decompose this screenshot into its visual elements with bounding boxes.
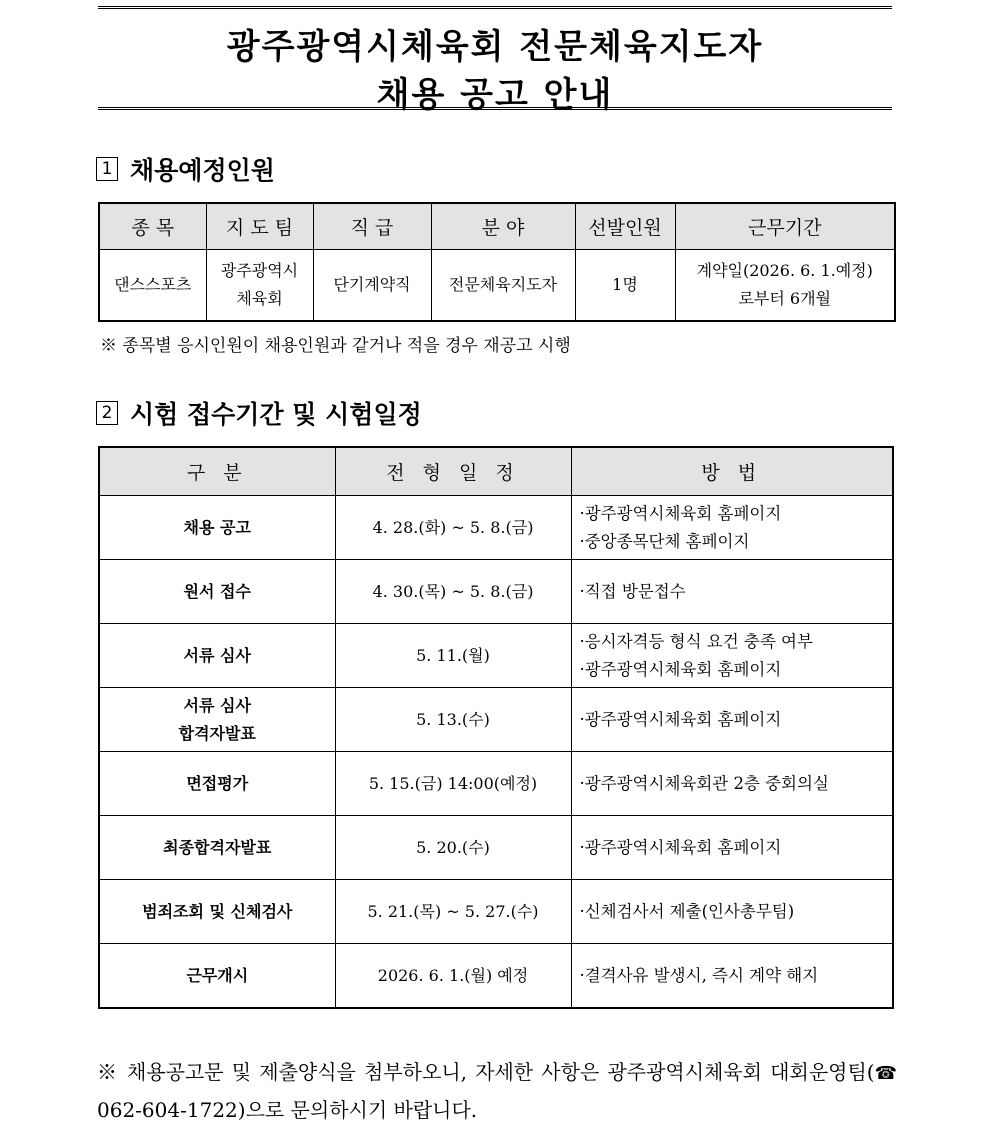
section-2-title: 시험 접수기간 및 시험일정	[130, 400, 422, 429]
reannouncement-note: ※ 종목별 응시인원이 채용인원과 같거나 적을 경우 재공고 시행	[100, 336, 571, 356]
header-category: 구 분	[99, 447, 335, 496]
section-1-title: 채용예정인원	[130, 156, 275, 185]
row-label-line-1: 서류 심사	[183, 695, 251, 715]
cell-team	[206, 250, 313, 322]
table-row	[99, 250, 895, 322]
section-1-heading	[96, 152, 275, 186]
cell-period-line-2: 로부터 6개월	[738, 289, 832, 308]
header-schedule: 전 형 일 정	[335, 447, 571, 496]
table-row	[99, 752, 893, 816]
row-label: 근무개시	[99, 944, 335, 1009]
row-label: 서류 심사	[99, 624, 335, 688]
cell-period	[675, 250, 895, 322]
method-line: ·광주광역시체육회 홈페이지	[579, 837, 782, 857]
row-label: 채용 공고	[99, 496, 335, 560]
title-line-1: 광주광역시체육회 전문체육지도자	[226, 27, 764, 67]
cell-team-line-2: 체육회	[236, 289, 283, 308]
table-row	[99, 560, 893, 624]
table-header-row	[99, 203, 895, 250]
cell-team-line-1: 광주광역시	[220, 261, 299, 280]
row-label	[99, 688, 335, 752]
table-row	[99, 688, 893, 752]
row-date: 5. 13.(수)	[335, 688, 571, 752]
phone-icon: ☎	[874, 1063, 897, 1084]
method-line: ·광주광역시체육회 홈페이지	[579, 503, 782, 523]
table-header-row	[99, 447, 893, 496]
recruitment-table	[98, 202, 896, 322]
contact-note	[97, 1054, 897, 1128]
header-team: 지 도 팀	[206, 203, 313, 250]
method-line: ·응시자격등 형식 요건 충족 여부	[579, 631, 813, 651]
method-line: ·직접 방문접수	[579, 581, 686, 601]
schedule-table	[98, 446, 894, 1009]
method-line: ·중앙종목단체 홈페이지	[579, 531, 750, 551]
cell-sport: 댄스스포츠	[99, 250, 206, 322]
header-sport: 종 목	[99, 203, 206, 250]
row-date: 5. 11.(월)	[335, 624, 571, 688]
header-count: 선발인원	[575, 203, 675, 250]
row-label-line-2: 합격자발표	[178, 723, 256, 743]
cell-field: 전문체육지도자	[431, 250, 575, 322]
table-row	[99, 624, 893, 688]
row-date: 5. 20.(수)	[335, 816, 571, 880]
row-date: 5. 15.(금) 14:00(예정)	[335, 752, 571, 816]
section-2-heading	[96, 396, 422, 430]
cell-period-line-1: 계약일(2026. 6. 1.예정)	[696, 261, 873, 280]
cell-rank: 단기계약직	[313, 250, 431, 322]
row-method	[571, 560, 893, 624]
row-date: 2026. 6. 1.(월) 예정	[335, 944, 571, 1009]
method-line: ·결격사유 발생시, 즉시 계약 해지	[579, 965, 819, 985]
contact-text-end: 062-604-1722)으로 문의하시기 바랍니다.	[97, 1098, 478, 1122]
header-field: 분 야	[431, 203, 575, 250]
table-row	[99, 944, 893, 1009]
method-line: ·광주광역시체육회 홈페이지	[579, 709, 782, 729]
document-title	[98, 6, 892, 115]
row-method	[571, 944, 893, 1009]
row-label: 최종합격자발표	[99, 816, 335, 880]
title-line-2: 채용 공고 안내	[376, 75, 614, 115]
row-method	[571, 880, 893, 944]
header-period: 근무기간	[675, 203, 895, 250]
header-method: 방 법	[571, 447, 893, 496]
row-date: 5. 21.(목) ~ 5. 27.(수)	[335, 880, 571, 944]
table-row	[99, 880, 893, 944]
row-date: 4. 30.(목) ~ 5. 8.(금)	[335, 560, 571, 624]
table-row	[99, 816, 893, 880]
row-method	[571, 688, 893, 752]
row-method	[571, 624, 893, 688]
row-method	[571, 816, 893, 880]
section-2-number: 2	[96, 401, 118, 425]
row-label: 원서 접수	[99, 560, 335, 624]
cell-count: 1명	[575, 250, 675, 322]
row-method	[571, 752, 893, 816]
section-1-number: 1	[96, 157, 118, 181]
row-date: 4. 28.(화) ~ 5. 8.(금)	[335, 496, 571, 560]
contact-text-start: ※ 채용공고문 및 제출양식을 첨부하오니, 자세한 사항은 광주광역시체육회 대회운영팀(	[97, 1060, 875, 1084]
method-line: ·광주광역시체육회관 2층 중회의실	[579, 773, 829, 793]
method-line: ·광주광역시체육회 홈페이지	[579, 659, 782, 679]
header-rank: 직 급	[313, 203, 431, 250]
row-label: 범죄조회 및 신체검사	[99, 880, 335, 944]
row-label: 면접평가	[99, 752, 335, 816]
method-line: ·신체검사서 제출(인사총무팀)	[579, 901, 795, 921]
table-row	[99, 496, 893, 560]
row-method	[571, 496, 893, 560]
